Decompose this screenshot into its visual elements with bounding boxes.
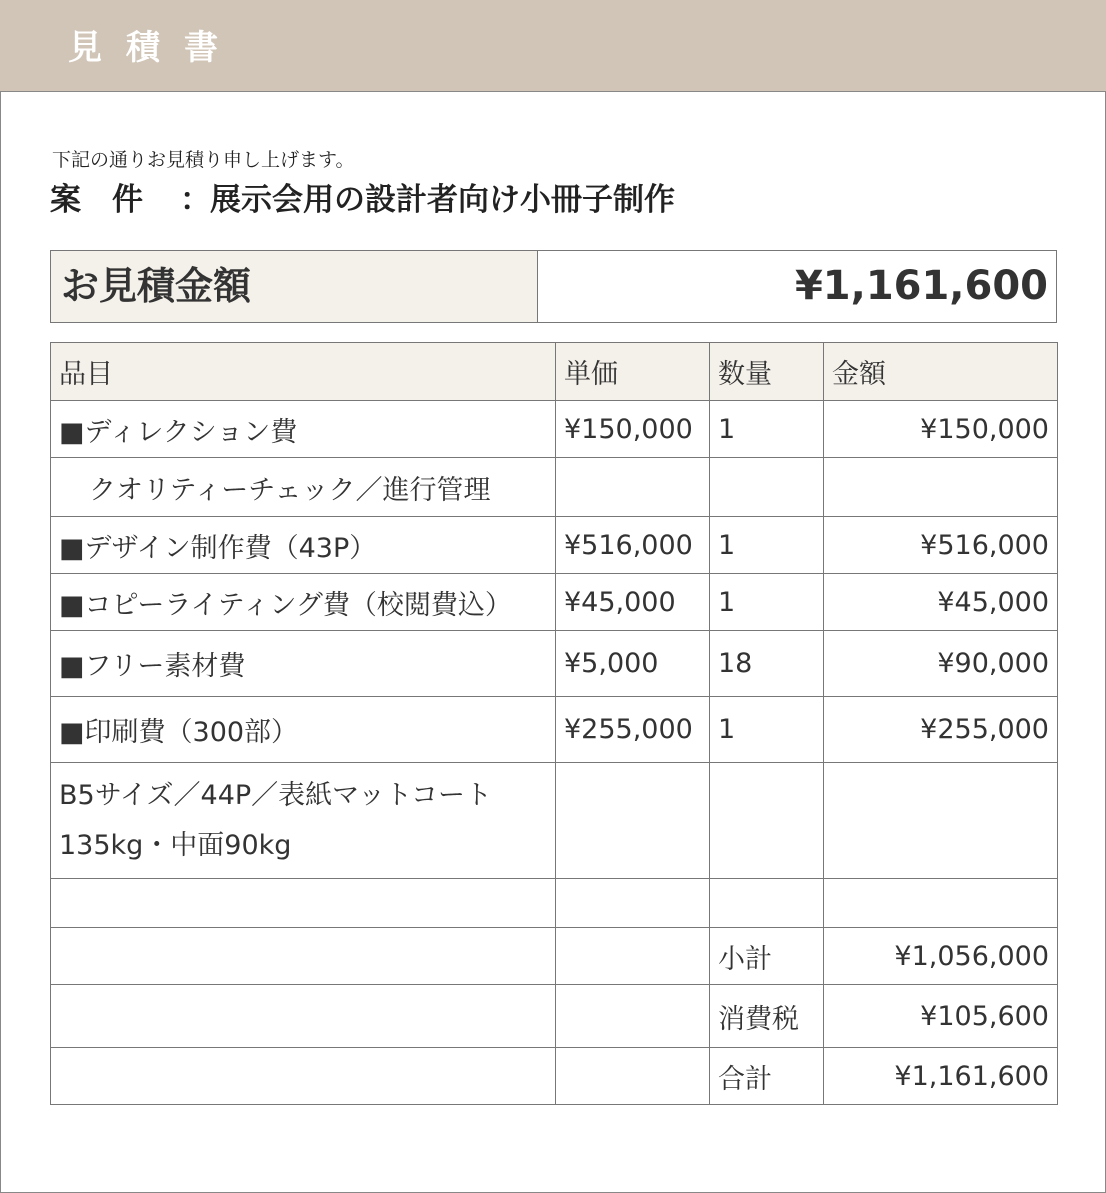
table-row (51, 401, 1058, 458)
row-amount: ¥150,000 (824, 401, 1058, 458)
row-amount: ¥516,000 (824, 517, 1058, 574)
row-qty: 1 (710, 401, 824, 458)
subtotal-value: ¥1,056,000 (824, 928, 1058, 985)
row-qty (710, 879, 824, 928)
empty-cell (51, 928, 556, 985)
row-unit-price (556, 763, 710, 879)
total-amount-label: お見積金額 (51, 251, 538, 322)
total-amount-box (50, 250, 1057, 323)
tax-label: 消費税 (710, 985, 824, 1048)
header-qty: 数量 (710, 343, 824, 401)
subject-line (50, 180, 675, 220)
row-item-detail (51, 458, 556, 517)
empty-cell (51, 985, 556, 1048)
empty-cell (556, 985, 710, 1048)
empty-cell (556, 1048, 710, 1105)
total-amount-value: ¥1,161,600 (794, 263, 1048, 309)
subtotal-row (51, 928, 1058, 985)
row-amount: ¥45,000 (824, 574, 1058, 631)
subtotal-label: 小計 (710, 928, 824, 985)
subject-colon: ： (180, 182, 211, 218)
row-amount: ¥90,000 (824, 631, 1058, 697)
table-row (51, 697, 1058, 763)
subject-label: 案 件 (50, 182, 143, 218)
row-item: ■フリー素材費 (51, 631, 556, 697)
empty-cell (556, 928, 710, 985)
row-qty: 18 (710, 631, 824, 697)
document-title: 見積書 (68, 28, 242, 68)
header-item: 品目 (51, 343, 556, 401)
row-unit-price (556, 879, 710, 928)
row-qty (710, 763, 824, 879)
row-unit-price: ¥255,000 (556, 697, 710, 763)
total-value: ¥1,161,600 (824, 1048, 1058, 1105)
row-item: ■コピーライティング費（校閲費込） (51, 574, 556, 631)
row-qty: 1 (710, 697, 824, 763)
table-row (51, 458, 1058, 517)
row-unit-price (556, 458, 710, 517)
header-amount: 金額 (824, 343, 1058, 401)
row-qty: 1 (710, 574, 824, 631)
row-item-detail-text: クオリティーチェック／進行管理 (89, 474, 491, 506)
table-row (51, 517, 1058, 574)
row-item: ■ディレクション費 (51, 401, 556, 458)
row-item-spec: B5サイズ／44P／表紙マットコート 135kg・中面90kg (51, 763, 556, 879)
intro-text: 下記の通りお見積り申し上げます。 (52, 149, 355, 171)
header-bar (0, 0, 1106, 92)
row-item (51, 879, 556, 928)
header-unit-price: 単価 (556, 343, 710, 401)
table-row (51, 763, 1058, 879)
row-qty: 1 (710, 517, 824, 574)
table-header-row (51, 343, 1058, 401)
row-amount (824, 879, 1058, 928)
table-row (51, 574, 1058, 631)
row-unit-price: ¥45,000 (556, 574, 710, 631)
total-row (51, 1048, 1058, 1105)
row-item: ■印刷費（300部） (51, 697, 556, 763)
row-unit-price: ¥150,000 (556, 401, 710, 458)
row-item: ■デザイン制作費（43P） (51, 517, 556, 574)
subject-value: 展示会用の設計者向け小冊子制作 (210, 182, 675, 218)
row-qty (710, 458, 824, 517)
row-amount (824, 458, 1058, 517)
total-label: 合計 (710, 1048, 824, 1105)
table-row-empty (51, 879, 1058, 928)
estimate-table (50, 342, 1058, 1105)
row-unit-price: ¥5,000 (556, 631, 710, 697)
row-unit-price: ¥516,000 (556, 517, 710, 574)
tax-row (51, 985, 1058, 1048)
empty-cell (51, 1048, 556, 1105)
row-amount (824, 763, 1058, 879)
row-amount: ¥255,000 (824, 697, 1058, 763)
table-row (51, 631, 1058, 697)
tax-value: ¥105,600 (824, 985, 1058, 1048)
